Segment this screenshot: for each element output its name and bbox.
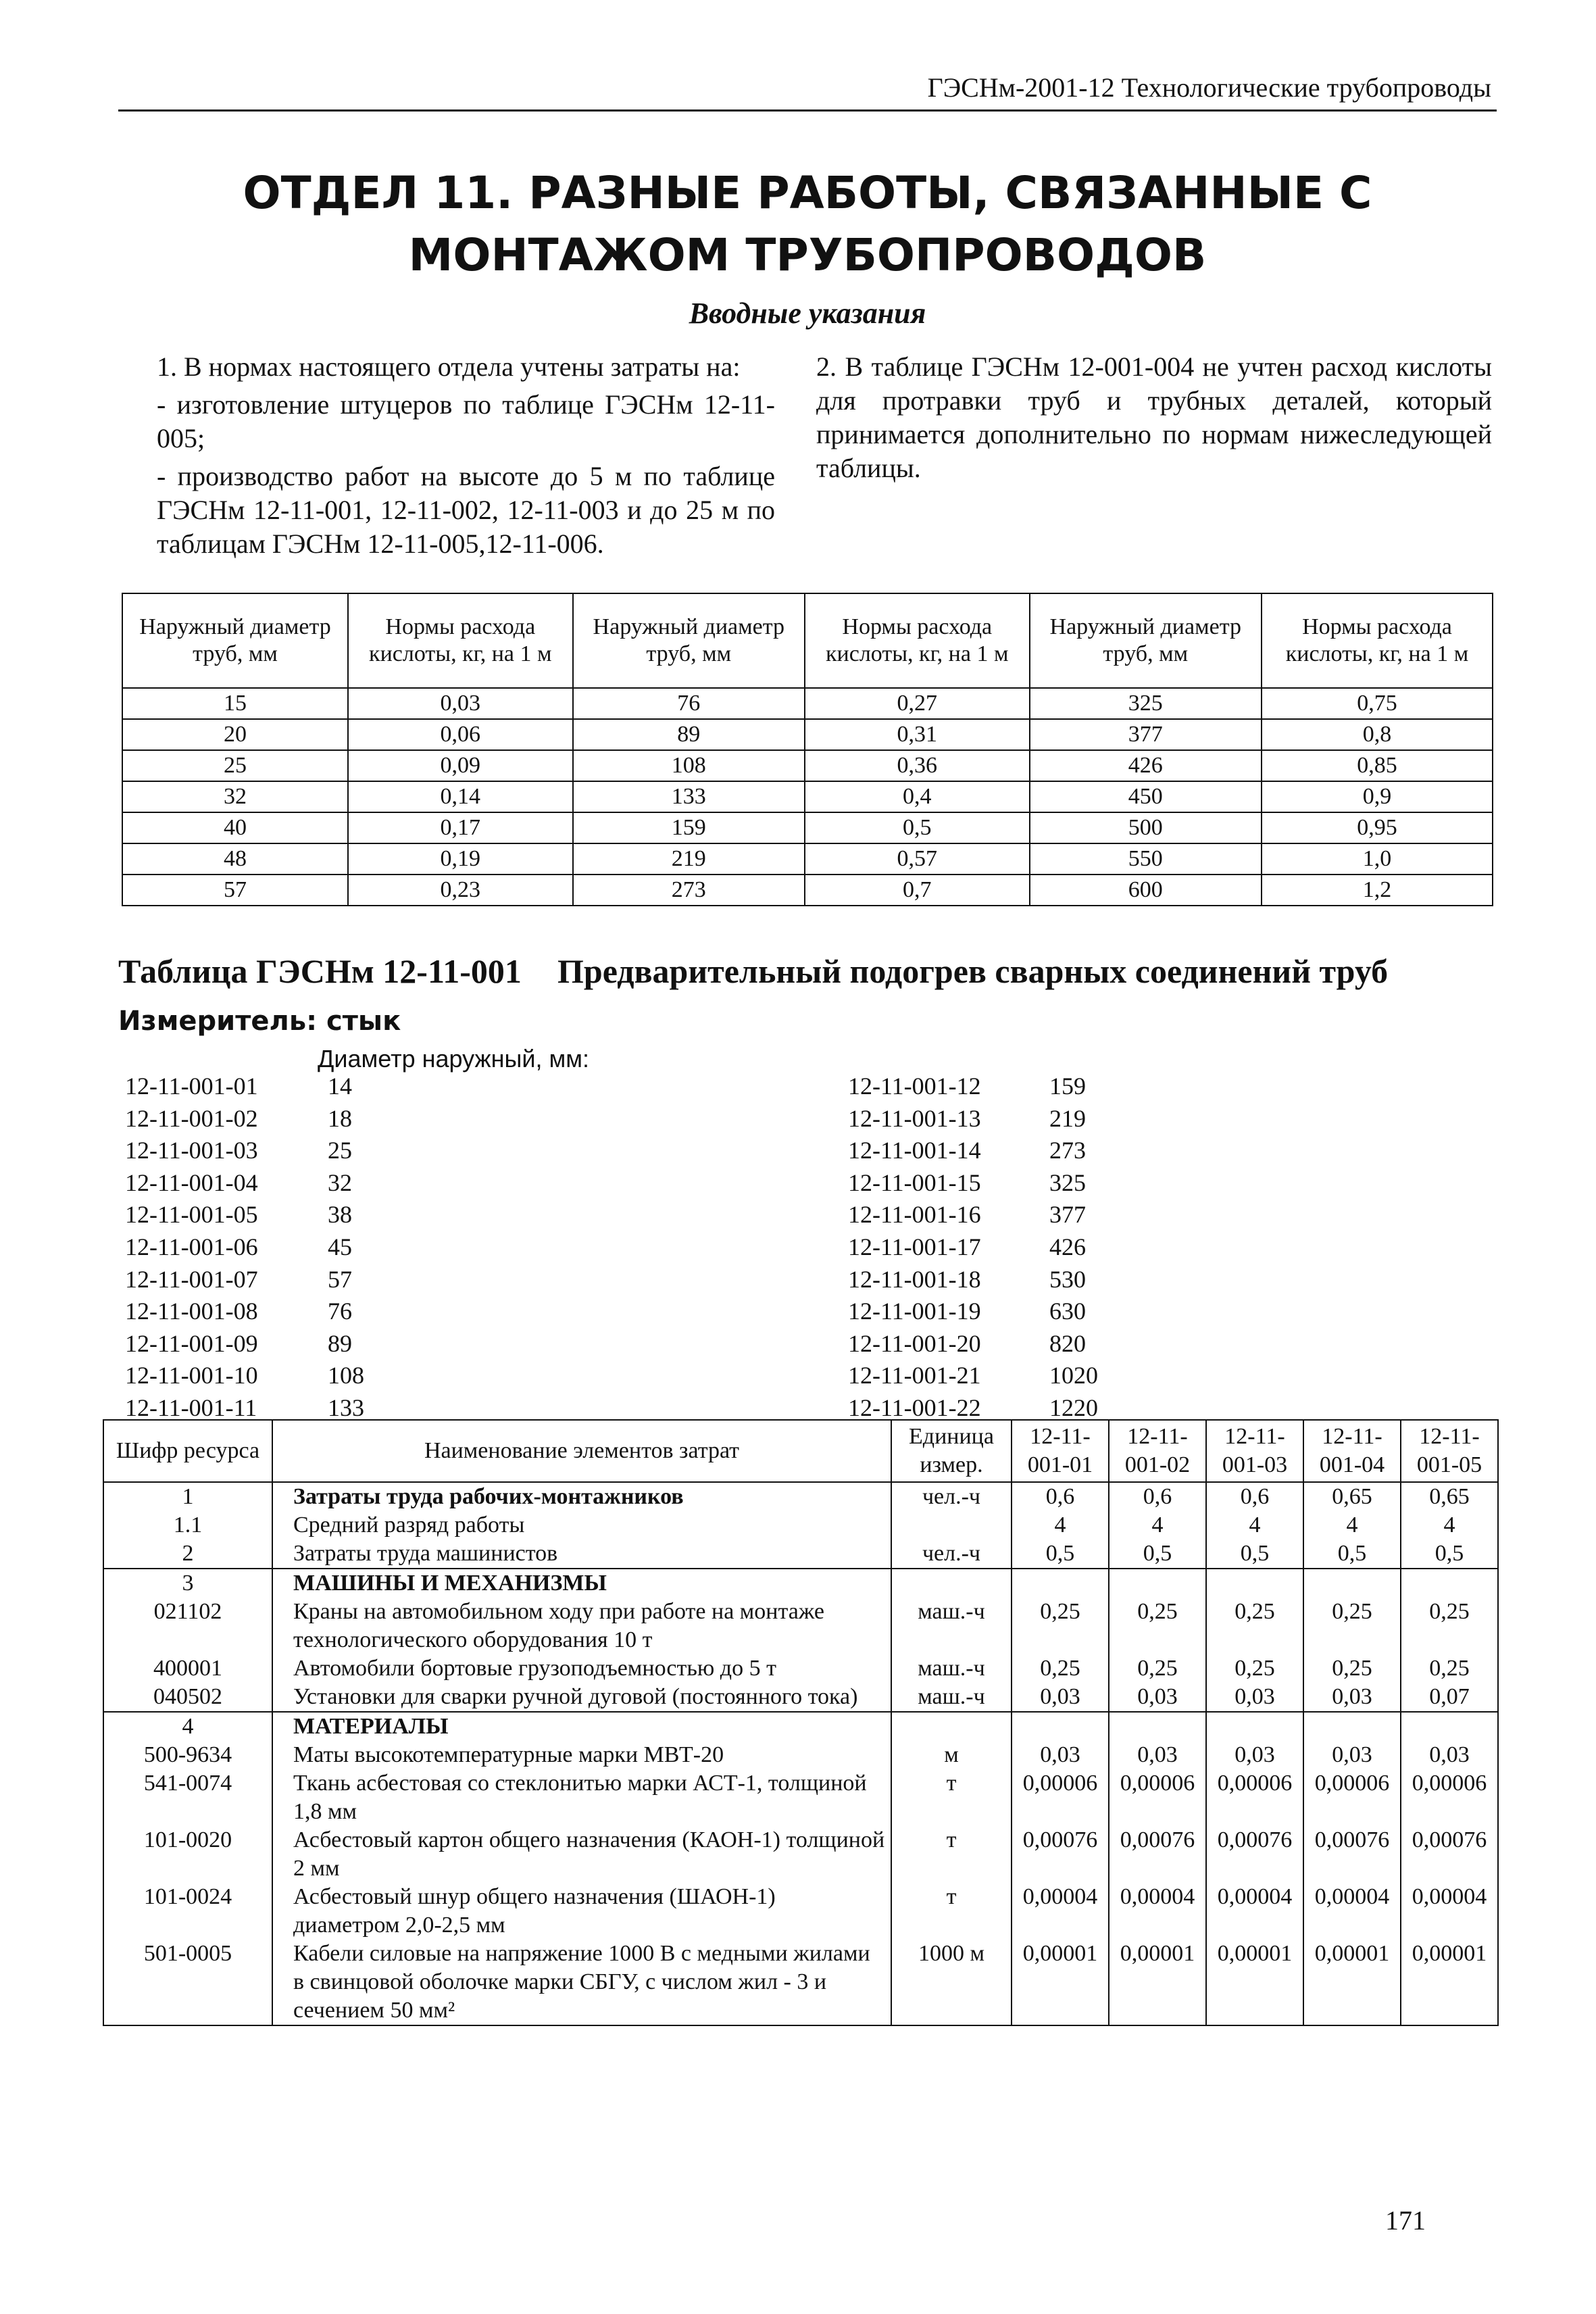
header-col-02: 12-11-001-02 [1109,1420,1206,1482]
intro-paragraph-2: - изготовление штуцеров по таблице ГЭСНм 12-11-005; [157,389,775,453]
acid-table-header [122,593,1493,688]
diameter-label: Диаметр наружный, мм: [318,1045,589,1073]
acid-table-row [122,781,1493,812]
resource-value: 0,65 [1303,1482,1401,1511]
acid-cell-diameter: 15 [122,688,348,719]
resource-value: 0,00076 [1206,1826,1303,1883]
resource-value: 4 [1401,1511,1498,1540]
acid-cell-norm: 0,06 [348,719,573,750]
resource-value [1303,1569,1401,1598]
code-list-item [848,1167,1098,1200]
resource-value [1206,1712,1303,1741]
resource-value: 0,5 [1012,1540,1109,1569]
resource-row [103,1482,1498,1511]
acid-cell-diameter: 89 [573,719,805,750]
resource-row [103,1683,1498,1712]
resource-unit: т [891,1769,1012,1826]
resource-name: Затраты труда машинистов [272,1540,891,1569]
resource-value: 0,00006 [1401,1769,1498,1826]
intro-paragraph-4: 2. В таблице ГЭСНм 12-001-004 не учтен расход кислоты для протравки труб и трубных деталей, который принимается дополнительно по нормам нижеследующей таблицы. [816,351,1492,483]
acid-cell-norm: 0,36 [805,750,1030,781]
resource-value: 0,25 [1206,1654,1303,1683]
intro-paragraph-1: 1. В нормах настоящего отдела учтены затраты на: [157,351,741,382]
resource-value: 0,00004 [1012,1883,1109,1940]
variant-diameter: 426 [1049,1233,1086,1260]
resource-unit: чел.-ч [891,1540,1012,1569]
code-list-item [848,1070,1098,1103]
norm-table-title [118,952,1388,991]
resource-value: 0,25 [1401,1654,1498,1683]
resource-name: Установки для сварки ручной дуговой (постоянного тока) [272,1683,891,1712]
resource-value: 0,03 [1303,1683,1401,1712]
acid-cell-diameter: 377 [1030,719,1262,750]
resource-value: 0,00006 [1109,1769,1206,1826]
resource-value: 0,6 [1012,1482,1109,1511]
header-unit: Единица измер. [891,1420,1012,1482]
variant-code: 12-11-001-20 [848,1329,981,1357]
variant-code: 12-11-001-10 [125,1362,258,1389]
variant-code: 12-11-001-03 [125,1137,258,1164]
acid-cell-diameter: 273 [573,875,805,906]
resource-name: МАШИНЫ И МЕХАНИЗМЫ [272,1569,891,1598]
variant-diameter: 325 [1049,1168,1086,1196]
acid-cell-diameter: 550 [1030,843,1262,875]
variant-code: 12-11-001-14 [848,1137,981,1164]
variant-code: 12-11-001-09 [125,1329,258,1357]
section-title-line1: ОТДЕЛ 11. РАЗНЫЕ РАБОТЫ, СВЯЗАННЫЕ С [243,167,1372,219]
acid-cell-diameter: 500 [1030,812,1262,843]
acid-cell-norm: 0,9 [1262,781,1493,812]
norm-table-name: Предварительный подогрев сварных соединений труб [557,952,1389,990]
variant-diameter: 219 [1049,1104,1086,1132]
acid-table-row [122,750,1493,781]
resource-value: 0,00006 [1012,1769,1109,1826]
resource-value: 0,65 [1401,1482,1498,1511]
code-list-item [848,1360,1098,1392]
code-list-item [125,1199,364,1231]
resource-value [1206,1569,1303,1598]
resource-value: 0,25 [1303,1654,1401,1683]
resource-value: 4 [1109,1511,1206,1540]
intro-right-column [816,350,1492,485]
resource-code: 4 [103,1712,272,1741]
resource-code: 101-0024 [103,1883,272,1940]
resource-value: 0,00076 [1109,1826,1206,1883]
resource-name: Ткань асбестовая со стеклонитью марки АСТ-1, толщиной 1,8 мм [272,1769,891,1826]
acid-consumption-table [122,593,1493,906]
resource-value: 0,5 [1206,1540,1303,1569]
variant-diameter: 18 [328,1104,352,1132]
acid-cell-norm: 0,5 [805,812,1030,843]
code-list-item [848,1296,1098,1328]
resource-value: 0,00076 [1012,1826,1109,1883]
resource-code: 541-0074 [103,1769,272,1826]
measure-unit: Измеритель: стык [118,1006,401,1037]
intro-paragraph-3: - производство работ на высоте до 5 м по таблице ГЭСНм 12-11-001, 12-11-002, 12-11-003 и до 25 м по таблицам ГЭСНм 12-11-005,12-11-006. [157,461,775,559]
variant-diameter: 377 [1049,1201,1086,1229]
acid-table-row [122,843,1493,875]
resource-value: 0,25 [1109,1598,1206,1654]
resource-value: 0,03 [1303,1741,1401,1769]
variant-code: 12-11-001-17 [848,1233,981,1260]
acid-cell-norm: 1,2 [1262,875,1493,906]
code-list-item [125,1231,364,1264]
variant-code: 12-11-001-21 [848,1362,981,1389]
resource-row [103,1940,1498,2025]
code-list-item [125,1360,364,1392]
resource-unit: т [891,1826,1012,1883]
resource-unit: т [891,1883,1012,1940]
resource-unit [891,1712,1012,1741]
resource-table [103,1419,1499,2026]
code-list-left [125,1070,364,1425]
variant-diameter: 76 [328,1298,352,1325]
acid-cell-diameter: 57 [122,875,348,906]
header-col-05: 12-11-001-05 [1401,1420,1498,1482]
resource-value: 0,00004 [1109,1883,1206,1940]
resource-code: 1 [103,1482,272,1511]
variant-code: 12-11-001-15 [848,1168,981,1196]
resource-unit: чел.-ч [891,1482,1012,1511]
acid-cell-norm: 0,27 [805,688,1030,719]
acid-cell-diameter: 25 [122,750,348,781]
resource-code: 500-9634 [103,1741,272,1769]
variant-code: 12-11-001-16 [848,1201,981,1229]
resource-name: Асбестовый картон общего назначения (КАОН-1) толщиной 2 мм [272,1826,891,1883]
resource-value: 0,03 [1012,1683,1109,1712]
code-list-item [125,1103,364,1135]
resource-value: 0,00004 [1303,1883,1401,1940]
acid-cell-norm: 0,4 [805,781,1030,812]
acid-cell-norm: 0,09 [348,750,573,781]
acid-cell-diameter: 20 [122,719,348,750]
code-list-item [125,1167,364,1200]
variant-code: 12-11-001-22 [848,1394,981,1421]
resource-unit: 1000 м [891,1940,1012,2025]
variant-code: 12-11-001-04 [125,1168,258,1196]
resource-row [103,1769,1498,1826]
norm-table-code: Таблица ГЭСНм 12-11-001 [118,952,522,990]
acid-table-row [122,719,1493,750]
acid-header-norm: Нормы расхода кислоты, кг, на 1 м [805,593,1030,688]
acid-header-diameter: Наружный диаметр труб, мм [122,593,348,688]
variant-code: 12-11-001-06 [125,1233,258,1260]
code-list-item [848,1328,1098,1360]
code-list-item [125,1135,364,1167]
resource-value: 0,5 [1401,1540,1498,1569]
resource-code: 040502 [103,1683,272,1712]
variant-diameter: 1020 [1049,1362,1098,1389]
acid-table-row [122,875,1493,906]
resource-value: 0,25 [1303,1598,1401,1654]
header-col-04: 12-11-001-04 [1303,1420,1401,1482]
resource-row [103,1654,1498,1683]
code-list-item [848,1135,1098,1167]
variant-diameter: 108 [328,1362,364,1389]
variant-diameter: 38 [328,1201,352,1229]
acid-cell-norm: 0,03 [348,688,573,719]
resource-row [103,1883,1498,1940]
resource-unit: маш.-ч [891,1598,1012,1654]
variant-code: 12-11-001-12 [848,1073,981,1100]
resource-name: Автомобили бортовые грузоподъемностью до 5 т [272,1654,891,1683]
resource-value: 0,00004 [1401,1883,1498,1940]
acid-cell-diameter: 40 [122,812,348,843]
resource-code: 3 [103,1569,272,1598]
resource-name: Краны на автомобильном ходу при работе на монтаже технологического оборудования 10 т [272,1598,891,1654]
running-header [118,62,1497,112]
page-number: 171 [1385,2205,1426,2236]
resource-row [103,1712,1498,1741]
resource-value: 0,00001 [1109,1940,1206,2025]
variant-code: 12-11-001-13 [848,1104,981,1132]
variant-diameter: 1220 [1049,1394,1098,1421]
variant-diameter: 25 [328,1137,352,1164]
resource-value [1109,1569,1206,1598]
acid-header-diameter: Наружный диаметр труб, мм [1030,593,1262,688]
acid-cell-norm: 0,85 [1262,750,1493,781]
resource-value: 0,00076 [1303,1826,1401,1883]
resource-name: МАТЕРИАЛЫ [272,1712,891,1741]
resource-value: 0,5 [1109,1540,1206,1569]
section-title [118,162,1497,287]
variant-diameter: 89 [328,1329,352,1357]
resource-value [1012,1569,1109,1598]
variant-code: 12-11-001-19 [848,1298,981,1325]
resource-value: 4 [1206,1511,1303,1540]
resource-row [103,1826,1498,1883]
acid-cell-norm: 0,17 [348,812,573,843]
resource-table-header [103,1420,1498,1482]
code-list-item [125,1264,364,1296]
resource-value: 0,03 [1401,1741,1498,1769]
resource-unit: маш.-ч [891,1683,1012,1712]
running-title: ГЭСНм-2001-12 Технологические трубопроводы [927,72,1491,103]
resource-value: 0,03 [1109,1741,1206,1769]
resource-unit: м [891,1741,1012,1769]
acid-cell-diameter: 426 [1030,750,1262,781]
variant-diameter: 45 [328,1233,352,1260]
code-list-item [125,1296,364,1328]
acid-header-diameter: Наружный диаметр труб, мм [573,593,805,688]
resource-unit: маш.-ч [891,1654,1012,1683]
resource-value [1109,1712,1206,1741]
resource-value: 0,25 [1401,1598,1498,1654]
resource-value [1401,1569,1498,1598]
resource-row [103,1511,1498,1540]
resource-value: 4 [1012,1511,1109,1540]
resource-value: 0,00006 [1206,1769,1303,1826]
acid-cell-norm: 0,19 [348,843,573,875]
resource-name: Средний разряд работы [272,1511,891,1540]
acid-cell-norm: 0,31 [805,719,1030,750]
acid-cell-diameter: 600 [1030,875,1262,906]
header-col-01: 12-11-001-01 [1012,1420,1109,1482]
resource-value: 0,00001 [1401,1940,1498,2025]
code-list-item [848,1231,1098,1264]
resource-unit [891,1569,1012,1598]
acid-cell-norm: 0,14 [348,781,573,812]
code-list-item [848,1103,1098,1135]
acid-cell-norm: 0,95 [1262,812,1493,843]
variant-diameter: 32 [328,1168,352,1196]
acid-cell-norm: 0,7 [805,875,1030,906]
acid-cell-norm: 0,57 [805,843,1030,875]
resource-code: 1.1 [103,1511,272,1540]
resource-name: Асбестовый шнур общего назначения (ШАОН-1) диаметром 2,0-2,5 мм [272,1883,891,1940]
resource-value [1303,1712,1401,1741]
variant-code: 12-11-001-05 [125,1201,258,1229]
resource-row [103,1540,1498,1569]
variant-code: 12-11-001-01 [125,1073,258,1100]
acid-cell-diameter: 48 [122,843,348,875]
acid-cell-diameter: 133 [573,781,805,812]
acid-table-row [122,688,1493,719]
resource-code: 021102 [103,1598,272,1654]
resource-value: 0,25 [1012,1598,1109,1654]
acid-cell-diameter: 32 [122,781,348,812]
resource-value: 0,07 [1401,1683,1498,1712]
acid-cell-diameter: 450 [1030,781,1262,812]
acid-cell-diameter: 108 [573,750,805,781]
resource-value: 0,03 [1109,1683,1206,1712]
resource-name: Затраты труда рабочих-монтажников [272,1482,891,1511]
resource-value: 0,03 [1206,1683,1303,1712]
acid-cell-norm: 1,0 [1262,843,1493,875]
code-list-item [125,1328,364,1360]
resource-value: 0,6 [1109,1482,1206,1511]
resource-value: 0,5 [1303,1540,1401,1569]
variant-diameter: 530 [1049,1265,1086,1293]
variant-diameter: 14 [328,1073,352,1100]
acid-header-norm: Нормы расхода кислоты, кг, на 1 м [1262,593,1493,688]
resource-name: Кабели силовые на напряжение 1000 В с медными жилами в свинцовой оболочке марки СБГУ, с числом жил - 3 и сечением 50 мм² [272,1940,891,2025]
variant-diameter: 57 [328,1265,352,1293]
header-col-03: 12-11-001-03 [1206,1420,1303,1482]
resource-row [103,1598,1498,1654]
resource-value: 0,00006 [1303,1769,1401,1826]
variant-code: 12-11-001-11 [125,1394,257,1421]
intro-left-column [157,350,775,565]
variant-diameter: 630 [1049,1298,1086,1325]
acid-cell-diameter: 159 [573,812,805,843]
section-title-line2: МОНТАЖОМ ТРУБОПРОВОДОВ [408,229,1207,281]
acid-cell-norm: 0,75 [1262,688,1493,719]
resource-unit [891,1511,1012,1540]
variant-diameter: 820 [1049,1329,1086,1357]
acid-cell-diameter: 76 [573,688,805,719]
header-element-name: Наименование элементов затрат [272,1420,891,1482]
resource-code: 2 [103,1540,272,1569]
variant-code: 12-11-001-07 [125,1265,258,1293]
resource-value: 4 [1303,1511,1401,1540]
acid-table-row [122,812,1493,843]
resource-value [1401,1712,1498,1741]
resource-row [103,1569,1498,1598]
variant-diameter: 159 [1049,1073,1086,1100]
variant-code: 12-11-001-18 [848,1265,981,1293]
resource-value: 0,25 [1206,1598,1303,1654]
variant-code: 12-11-001-02 [125,1104,258,1132]
resource-value: 0,00076 [1401,1826,1498,1883]
resource-value: 0,00001 [1206,1940,1303,2025]
variant-code: 12-11-001-08 [125,1298,258,1325]
code-list-item [848,1199,1098,1231]
resource-code: 101-0020 [103,1826,272,1883]
header-resource-code: Шифр ресурса [103,1420,272,1482]
resource-value: 0,03 [1206,1741,1303,1769]
resource-row [103,1741,1498,1769]
resource-value: 0,6 [1206,1482,1303,1511]
resource-value [1012,1712,1109,1741]
acid-cell-norm: 0,8 [1262,719,1493,750]
acid-cell-norm: 0,23 [348,875,573,906]
resource-value: 0,00001 [1012,1940,1109,2025]
resource-value: 0,00001 [1303,1940,1401,2025]
resource-code: 501-0005 [103,1940,272,2025]
variant-diameter: 273 [1049,1137,1086,1164]
acid-cell-diameter: 219 [573,843,805,875]
resource-value: 0,25 [1012,1654,1109,1683]
code-list-item [848,1264,1098,1296]
resource-value: 0,00004 [1206,1883,1303,1940]
variant-diameter: 133 [328,1394,364,1421]
resource-code: 400001 [103,1654,272,1683]
section-subtitle: Вводные указания [689,297,926,330]
code-list-item [125,1070,364,1103]
code-list-right [848,1070,1098,1425]
acid-header-norm: Нормы расхода кислоты, кг, на 1 м [348,593,573,688]
resource-value: 0,03 [1012,1741,1109,1769]
resource-name: Маты высокотемпературные марки МВТ-20 [272,1741,891,1769]
resource-value: 0,25 [1109,1654,1206,1683]
acid-cell-diameter: 325 [1030,688,1262,719]
